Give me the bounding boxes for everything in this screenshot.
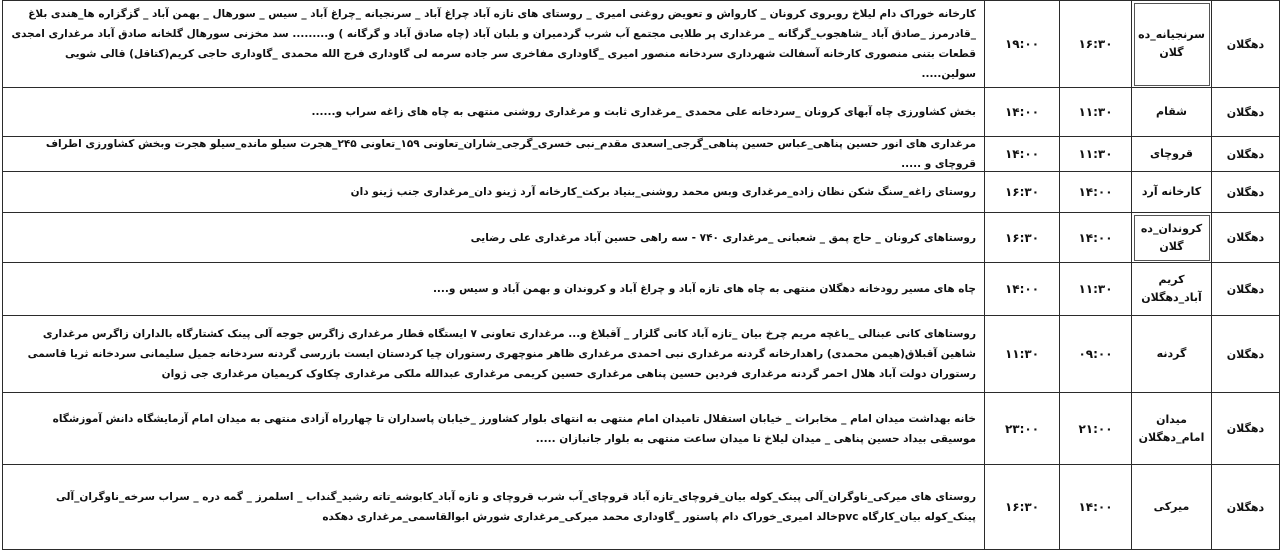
- areas-cell: [3, 1, 985, 88]
- feeder-name: کریم آباد_دهگلان: [1141, 273, 1202, 304]
- end-time-cell: ۱۹:۰۰: [985, 1, 1060, 88]
- start-time-cell: ۱۴:۰۰: [1060, 465, 1132, 550]
- areas-text: روستاهای کرونان _ حاج پمق _ شعبانی _مرغداری ۷۴۰ - سه راهی حسین آباد مرغداری علی رضایی: [470, 231, 976, 244]
- feeder-name: سرنجیانه_ده گلان: [1138, 28, 1205, 59]
- areas-cell: [3, 213, 985, 263]
- feeder-cell: [1132, 393, 1212, 465]
- areas-text: بخش کشاورزی چاه آبهای کرونان _سردخانه علی محمدی _مرغداری ثابت و مرغداری روشنی منتهی به چاه های زاغه سراب و......: [311, 106, 976, 118]
- feeder-name: قروچای: [1149, 147, 1194, 160]
- feeder-name: میدان امام_دهگلان: [1138, 412, 1205, 444]
- areas-cell: [3, 393, 985, 465]
- city-cell: دهگلان: [1212, 263, 1280, 316]
- areas-text: خانه بهداشت میدان امام _ مخابرات _ خیابان استقلال تامیدان امام منتهی به انتهای بلوار کشاورز _خیابان پاسداران تا چهارراه آزادی منتهی به میدان امام آزمایشگاه دانش آموزشگاه موسیقی بیداد حسین پناهی _ میدان لیلاخ تا میدان ساعت منتهی به بلوار جانبازان .....: [52, 412, 976, 445]
- end-time-cell: ۱۶:۳۰: [985, 172, 1060, 213]
- end-time-cell: ۱۴:۰۰: [985, 88, 1060, 137]
- areas-cell: [3, 172, 985, 213]
- city-cell: دهگلان: [1212, 393, 1280, 465]
- end-time-cell: ۱۴:۰۰: [985, 263, 1060, 316]
- city-cell: دهگلان: [1212, 213, 1280, 263]
- feeder-cell: [1132, 213, 1212, 263]
- feeder-cell: [1132, 1, 1212, 88]
- outage-schedule-table: [2, 0, 1280, 550]
- feeder-name: کارخانه آرد: [1141, 185, 1202, 198]
- start-time-cell: ۱۱:۳۰: [1060, 263, 1132, 316]
- areas-text: روستای زاغه_سنگ شکن نظان زاده_مرغداری وبس محمد روشنی_بنیاد برکت_کارخانه آرد ژینو دان_مرغداری جنب ژینو دان: [350, 186, 976, 198]
- feeder-cell: [1132, 172, 1212, 213]
- start-time-cell: ۱۴:۰۰: [1060, 172, 1132, 213]
- areas-cell: [3, 88, 985, 137]
- areas-text: روستای های میرکی_ناوگران_آلی پینک_کوله بیان_قروچای_تازه آباد قروچای_آب شرب قروچای و تازه آباد_کابوشه_تاته رشید_گنداب _ اسلمرز _ گمه دره _ سراب سرخه_ناوگران_آلی پینک_کوله بیان_کارگاه pvcخالد امیری_خوراک دام پاستور _گاوداری محمد میرکی_مرغداری شورش ابوالقاسمی_مرغداری دهکده: [55, 491, 976, 523]
- areas-cell: [3, 316, 985, 393]
- city-cell: دهگلان: [1212, 1, 1280, 88]
- city-cell: دهگلان: [1212, 137, 1280, 172]
- areas-cell: [3, 137, 985, 172]
- feeder-name: شقام: [1156, 105, 1187, 118]
- areas-cell: [3, 465, 985, 550]
- start-time-cell: ۱۴:۰۰: [1060, 213, 1132, 263]
- end-time-cell: ۱۶:۳۰: [985, 213, 1060, 263]
- feeder-name: کروندان_ده گلان: [1140, 221, 1203, 253]
- feeder-cell: [1132, 263, 1212, 316]
- city-cell: دهگلان: [1212, 172, 1280, 213]
- areas-text: کارخانه خوراک دام لیلاخ روبروی کرونان _ کارواش و تعویض روغنی امیری _ روستای های تازه آباد چراغ آباد _ سرنجیانه _چراغ آباد _ سیس _ سورهال _ بهمن آباد _ گزگزاره ها_هندی بلاغ _قادرمرز _صادق آباد _شاهجوب_گرگانه _ مرغداری پر طلایی مجتمع آب شرب گردمیران و بلبان آباد (چاه صادق آباد و گرگانه ) و......... سد مخزنی سورهال گلخانه صادق آباد مرغداری امجدی قطعات بتنی منصوری کارخانه آسفالت شهرداری سردخانه منصور امیری _گاوداری مفاخری سر جاده سرمه لی گاوداری فرج الله محمدی _گاوداری حاجی کریم(کتاقل) قالی شویی سولین.....: [11, 8, 976, 80]
- start-time-cell: ۱۱:۳۰: [1060, 88, 1132, 137]
- end-time-cell: ۱۶:۳۰: [985, 465, 1060, 550]
- start-time-cell: ۲۱:۰۰: [1060, 393, 1132, 465]
- city-cell: دهگلان: [1212, 465, 1280, 550]
- start-time-cell: ۰۹:۰۰: [1060, 316, 1132, 393]
- areas-text: مرغداری های انور حسین پناهی_عباس حسین پناهی_گرجی_اسعدی مقدم_نبی خسری_گرجی_شاران_تعاونی ۱۵۹_تعاونی ۲۴۵_هجرت سیلو مانده_سیلو هجرت وبخش کشاورزی اطراف قروچای و .....: [45, 138, 976, 170]
- areas-text: روستاهای کانی عبنالی _باغچه مریم چرخ بیان _تازه آباد کانی گلزار _ آقبلاغ و... مرغداری تعاونی ۷ ایستگاه قطار مرغداری زاگرس جوجه آلی پینک کشتارگاه بالداران زاگرس مرغداری شاهین آقبلاق(هیمن محمدی) راهدارخانه گردنه مرغداری نبی احمدی مرغداری ظاهر منوچهری رستوران چیا کردستان ایست بازرسی گردنه سردخانه جمیل سلیمانی سردخانه ثریا قاسمی رستوران دولت آباد هلال احمر گردنه مرغداری فردین حسین پناهی مرغداری حسین کریمی مرغداری عبدالله ملکی مرغداری چکاوک کریمیان مرغداری جی ژوان: [27, 328, 976, 380]
- feeder-cell: [1132, 465, 1212, 550]
- city-cell: دهگلان: [1212, 316, 1280, 393]
- feeder-cell: [1132, 137, 1212, 172]
- feeder-cell: [1132, 88, 1212, 137]
- areas-cell: [3, 263, 985, 316]
- feeder-name: میرکی: [1153, 500, 1190, 513]
- feeder-name: گردنه: [1156, 347, 1187, 360]
- areas-text: چاه های مسیر رودخانه دهگلان منتهی به چاه های تازه آباد و چراغ آباد و کروندان و بهمن آباد و سیس و....: [432, 283, 976, 295]
- end-time-cell: ۱۱:۳۰: [985, 316, 1060, 393]
- start-time-cell: ۱۱:۳۰: [1060, 137, 1132, 172]
- city-cell: دهگلان: [1212, 88, 1280, 137]
- end-time-cell: ۱۴:۰۰: [985, 137, 1060, 172]
- end-time-cell: ۲۳:۰۰: [985, 393, 1060, 465]
- feeder-cell: [1132, 316, 1212, 393]
- start-time-cell: ۱۶:۳۰: [1060, 1, 1132, 88]
